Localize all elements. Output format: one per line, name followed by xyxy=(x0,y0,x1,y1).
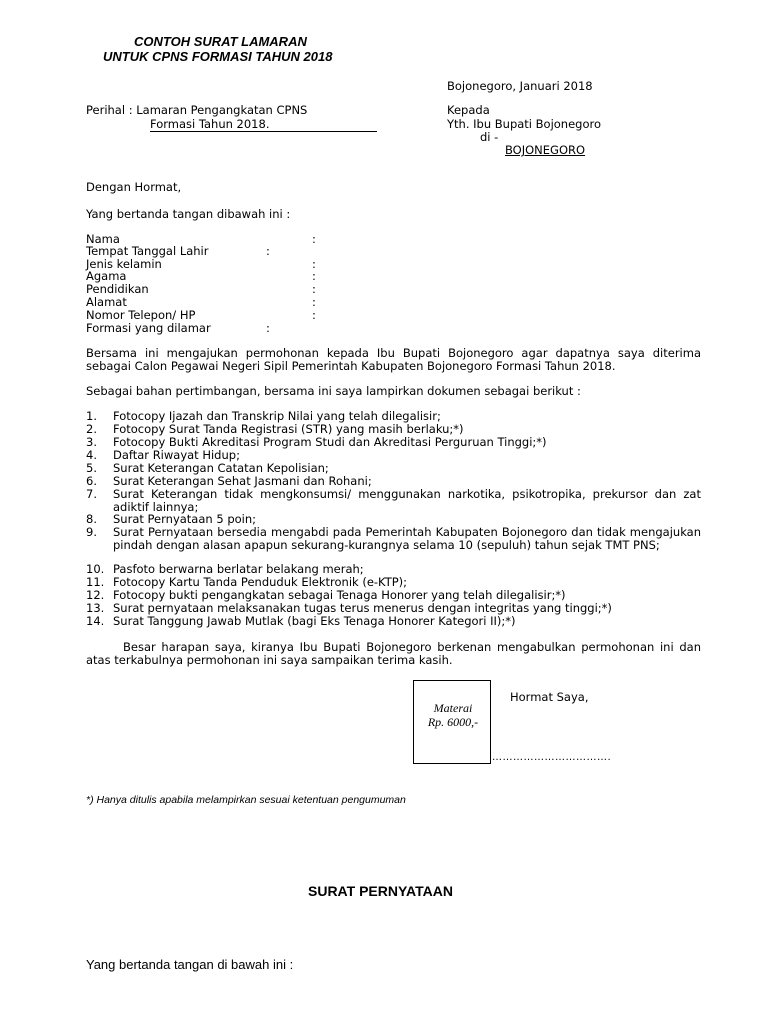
field-label: Nomor Telepon/ HP xyxy=(86,308,196,322)
list-item: Fotocopy Bukti Akreditasi Program Studi dan Akreditasi Perguruan Tinggi;*) xyxy=(113,435,547,449)
field-colon: : xyxy=(312,282,316,296)
list-number: 13. xyxy=(86,601,105,615)
letter-title-line2: UNTUK CPNS FORMASI TAHUN 2018 xyxy=(103,49,333,64)
list-item: Fotocopy Kartu Tanda Penduduk Elektronik (e-KTP); xyxy=(113,575,408,589)
field-colon: : xyxy=(266,321,270,335)
list-number: 7. xyxy=(86,487,97,501)
field-label: Nama xyxy=(86,232,120,246)
section-title: SURAT PERNYATAAN xyxy=(308,883,453,899)
list-item: Surat Pernyataan 5 poin; xyxy=(113,512,257,526)
list-item: Surat Pernyataan bersedia mengabdi pada Pemerintah Kabupaten Bojonegoro dan tidak mengajukan pindah dengan alasan apapun sekurang-kurangnya selama 10 (sepuluh) tahun sejak TMT PNS; xyxy=(113,525,701,552)
list-number: 3. xyxy=(86,435,97,449)
recipient-di: di - xyxy=(480,130,499,144)
list-item: Daftar Riwayat Hidup; xyxy=(113,448,240,462)
stamp-line2: Rp. 6000,- xyxy=(427,715,479,729)
list-number: 5. xyxy=(86,461,97,475)
field-colon: : xyxy=(312,295,316,309)
list-number: 4. xyxy=(86,448,97,462)
list-item: Pasfoto berwarna berlatar belakang merah; xyxy=(113,562,364,576)
list-number: 14. xyxy=(86,614,105,628)
place-date: Bojonegoro, Januari 2018 xyxy=(447,79,593,93)
section-intro: Yang bertanda tangan di bawah ini : xyxy=(86,957,294,972)
field-label: Tempat Tanggal Lahir xyxy=(86,244,209,258)
recipient-city: BOJONEGORO xyxy=(505,143,586,157)
field-label: Jenis kelamin xyxy=(86,257,162,271)
list-item: Surat pernyataan melaksanakan tugas terus menerus dengan integritas yang tinggi;*) xyxy=(113,601,612,615)
list-number: 11. xyxy=(86,575,105,589)
field-label: Formasi yang dilamar xyxy=(86,321,211,335)
list-number: 8. xyxy=(86,512,97,526)
closing-paragraph: Besar harapan saya, kiranya Ibu Bupati Bojonegoro berkenan mengabulkan permohonan ini dan atas terkabulnya permohonan ini saya sampaikan terima kasih. xyxy=(86,640,701,667)
greeting: Dengan Hormat, xyxy=(86,180,182,194)
list-number: 10. xyxy=(86,562,105,576)
materai-stamp-text xyxy=(422,701,484,729)
perihal-line2: Formasi Tahun 2018. xyxy=(150,117,270,131)
field-colon: : xyxy=(266,244,270,258)
perihal-underline xyxy=(150,131,377,132)
materai-stamp-box xyxy=(413,680,491,764)
letter-title-line1: CONTOH SURAT LAMARAN xyxy=(134,34,307,49)
footnote: *) Hanya ditulis apabila melampirkan sesuai ketentuan pengumuman xyxy=(86,794,406,806)
paragraph-request: Bersama ini mengajukan permohonan kepada Ibu Bupati Bojonegoro agar dapatnya saya diterima sebagai Calon Pegawai Negeri Sipil Pemerintah Kabupaten Bojonegoro Formasi Tahun 2018. xyxy=(86,346,701,373)
field-label: Pendidikan xyxy=(86,282,149,296)
recipient-kepada: Kepada xyxy=(447,103,490,117)
field-label: Alamat xyxy=(86,295,127,309)
list-item: Surat Keterangan Sehat Jasmani dan Rohani; xyxy=(113,474,372,488)
list-item: Fotocopy Ijazah dan Transkrip Nilai yang telah dilegalisir; xyxy=(113,409,441,423)
signature-dots: ……………………………. xyxy=(492,752,612,763)
list-item: Surat Keterangan Catatan Kepolisian; xyxy=(113,461,329,475)
list-item: Fotocopy bukti pengangkatan sebagai Tenaga Honorer yang telah dilegalisir;*) xyxy=(113,588,566,602)
paragraph-attachments-intro: Sebagai bahan pertimbangan, bersama ini saya lampirkan dokumen sebagai berikut : xyxy=(86,384,581,398)
field-colon: : xyxy=(312,232,316,246)
list-number: 6. xyxy=(86,474,97,488)
field-colon: : xyxy=(312,257,316,271)
list-number: 2. xyxy=(86,422,97,436)
list-item: Fotocopy Surat Tanda Registrasi (STR) yang masih berlaku;*) xyxy=(113,422,464,436)
list-number: 12. xyxy=(86,588,105,602)
list-item: Surat Tanggung Jawab Mutlak (bagi Eks Tenaga Honorer Kategori II);*) xyxy=(113,614,516,628)
stamp-line1: Materai xyxy=(433,701,473,715)
field-label: Agama xyxy=(86,269,127,283)
list-item: Surat Keterangan tidak mengkonsumsi/ menggunakan narkotika, psikotropika, prekursor dan zat adiktif lainnya; xyxy=(113,487,701,514)
perihal-label: Perihal : Lamaran Pengangkatan CPNS xyxy=(86,103,308,117)
list-number: 9. xyxy=(86,525,97,539)
intro-line: Yang bertanda tangan dibawah ini : xyxy=(86,207,291,221)
hormat-saya: Hormat Saya, xyxy=(510,690,589,704)
list-number: 1. xyxy=(86,409,97,423)
recipient-yth: Yth. Ibu Bupati Bojonegoro xyxy=(447,117,602,131)
field-colon: : xyxy=(312,308,316,322)
field-colon: : xyxy=(312,269,316,283)
